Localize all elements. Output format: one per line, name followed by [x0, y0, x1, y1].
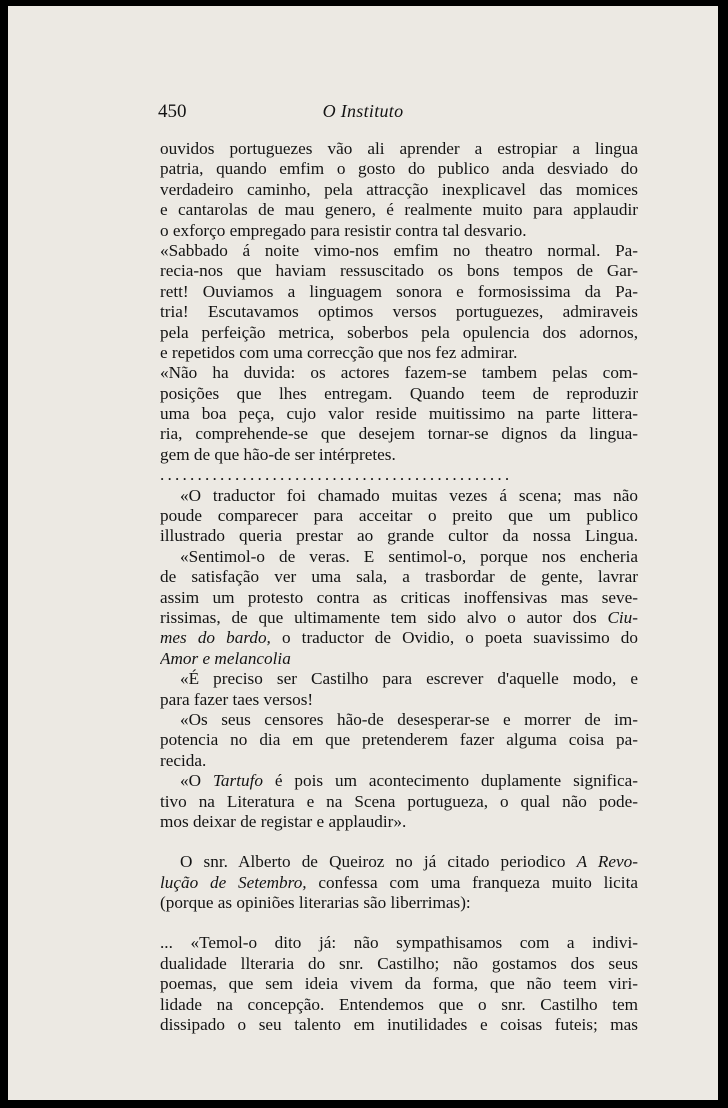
- text-line: «Os seus censores hão-de desesperar-se e morrer de im-: [180, 709, 638, 729]
- text-line: lidade na concepção. Entendemos que o snr. Castilho tem: [160, 994, 638, 1014]
- text-line: de satisfação ver uma sala, a trasbordar de gente, lavrar: [160, 567, 638, 587]
- text-line: assim um protesto contra as criticas inoffensivas mas seve-: [160, 587, 638, 607]
- italic-title: mes do bardo,: [160, 628, 271, 648]
- text-line: tivo na Literatura e na Scena portugueza, o qual não pode-: [160, 791, 638, 811]
- text-line: mes do bardo, o traductor de Ovidio, o poeta suavissimo do: [160, 628, 638, 648]
- text-line: ria, comprehende-se que desejem tornar-se dignos da lingua-: [160, 424, 638, 444]
- text-line: illustrado queria prestar ao grande cultor da nossa Lingua.: [160, 526, 638, 546]
- paragraph-gap: [160, 832, 638, 852]
- paragraph-gap: [160, 913, 638, 933]
- text-line: (porque as opiniões literarias são liberrimas):: [160, 893, 471, 913]
- page-body: [160, 139, 638, 1035]
- italic-title: Amor e melancolia: [160, 648, 291, 668]
- text-line: «O traductor foi chamado muitas vezes á scena; mas não: [180, 485, 638, 505]
- text-line: poemas, que sem ideia vivem da forma, que não teem viri-: [160, 974, 638, 994]
- italic-title: Ciu-: [607, 607, 638, 627]
- text-line: [160, 649, 638, 669]
- text-line: ouvidos portuguezes vão ali aprender a estropiar a lingua: [160, 139, 638, 158]
- text-line: e cantarolas de mau genero, é realmente muito para applaudir: [160, 200, 638, 220]
- italic-title: Tartufo: [212, 771, 263, 791]
- text-line: «É preciso ser Castilho para escrever d'aquelle modo, e: [180, 669, 638, 689]
- text-line: recida.: [160, 750, 207, 770]
- text-line: tria! Escutavamos optimos versos portuguezes, admiraveis: [160, 302, 638, 322]
- text-line: posições que lhes entregam. Quando teem de reproduzir: [160, 383, 638, 403]
- text-line: o exforço empregado para resistir contra tal desvario.: [160, 220, 527, 240]
- page-number: 450: [158, 101, 187, 122]
- text-line: «Não ha duvida: os actores fazem-se tambem pelas com-: [160, 363, 638, 383]
- text-line: para fazer taes versos!: [160, 689, 314, 709]
- text-line: rett! Ouviamos a linguagem sonora e formosissima da Pa-: [160, 281, 638, 301]
- text-line: verdadeiro caminho, pela attracção inexplicavel das momices: [160, 179, 638, 199]
- book-page: [8, 6, 718, 1100]
- text-line: dualidade llteraria do snr. Castilho; não gostamos dos seus: [160, 953, 638, 973]
- italic-title: lução de Setembro,: [160, 872, 307, 892]
- text-line: gem de que hão-de ser intérpretes.: [160, 444, 396, 464]
- text-line: poude comparecer para acceitar o preito que um publico: [160, 506, 638, 526]
- text-line: «Sentimol-o de veras. E sentimol-o, porque nos encheria: [180, 546, 638, 566]
- text-line: recia-nos que haviam ressuscitado os bons tempos de Gar-: [160, 261, 638, 281]
- text-line: ... «Temol-o dito já: não sympathisamos com a indivi-: [160, 933, 638, 953]
- text-line: O snr. Alberto de Queiroz no já citado periodico A Revo-: [180, 852, 638, 872]
- italic-title: A Revo-: [576, 852, 638, 872]
- text-line: «O Tartufo é pois um acontecimento duplamente significa-: [180, 771, 638, 791]
- text-line: dissipado o seu talento em inutilidades e coisas futeis; mas: [160, 1015, 638, 1035]
- text-line: mos deixar de registar e applaudir».: [160, 811, 407, 831]
- text-line: rissimas, de que ultimamente tem sido alvo o autor dos Ciu-: [160, 607, 638, 627]
- ellipsis-separator: ...............................................: [160, 465, 513, 485]
- page-header: [8, 101, 718, 129]
- text-line: «Sabbado á noite vimo-nos emfim no theatro normal. Pa-: [160, 240, 638, 260]
- text-line: e repetidos com uma correcção que nos fez admirar.: [160, 342, 518, 362]
- text-line: patria, quando emfim o gosto do publico anda desviado do: [160, 159, 638, 179]
- text-line: pela perfeição metrica, soberbos pela opulencia dos adornos,: [160, 322, 638, 342]
- text-line: potencia no dia em que pretenderem fazer alguma coisa pa-: [160, 730, 638, 750]
- running-title: O Instituto: [322, 101, 404, 121]
- text-line: lução de Setembro, confessa com uma franqueza muito licita: [160, 872, 638, 892]
- text-line: uma boa peça, cujo valor reside muitissimo na parte littera-: [160, 404, 638, 424]
